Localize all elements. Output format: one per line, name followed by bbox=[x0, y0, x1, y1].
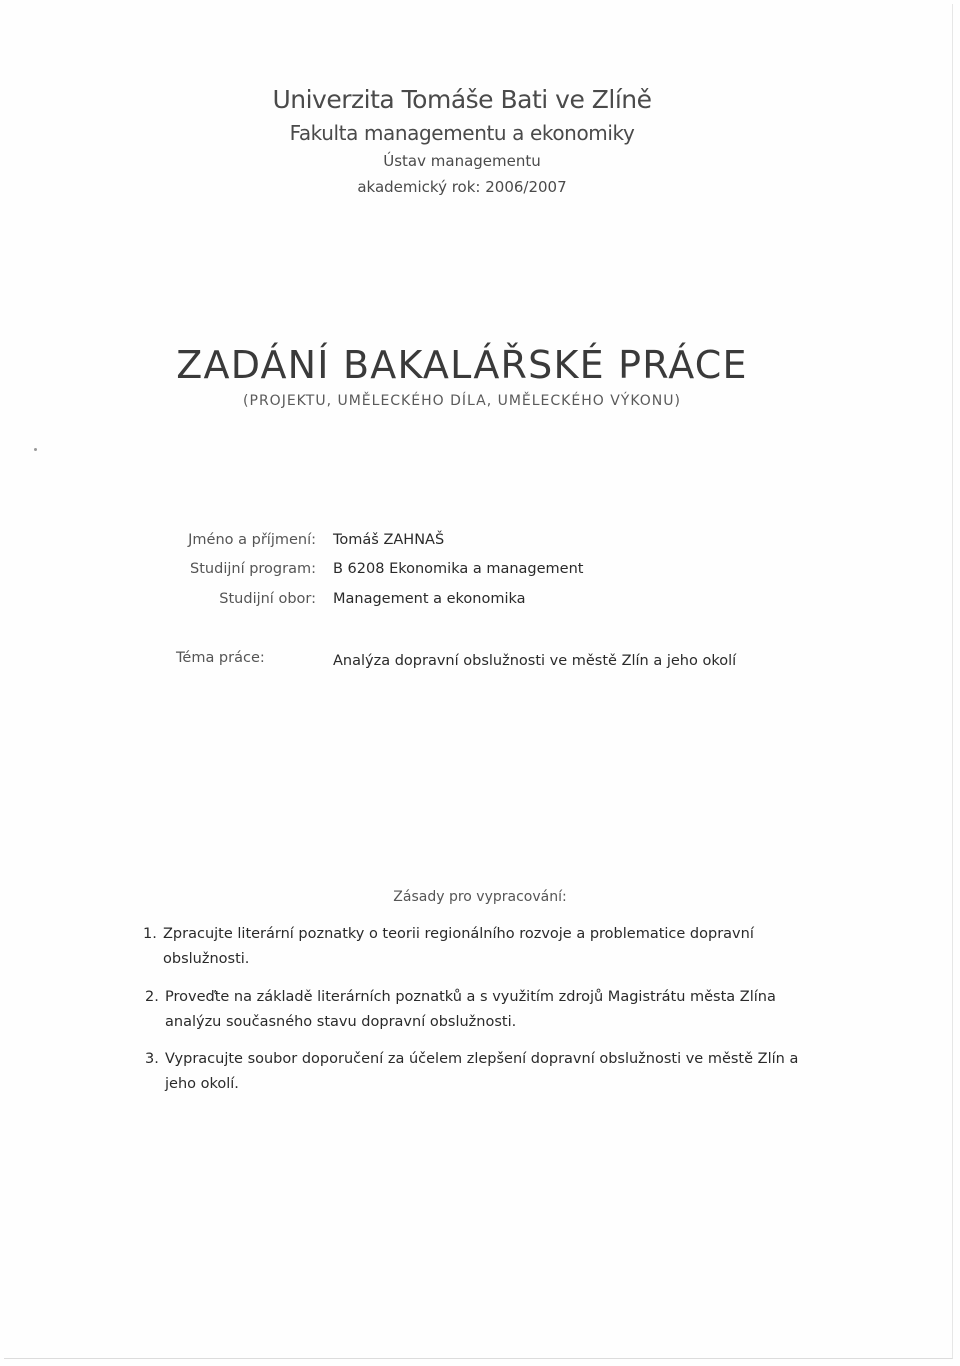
principles-title: Zásady pro vypracování: bbox=[393, 889, 567, 905]
principle-item bbox=[145, 985, 805, 1035]
document-title: ZADÁNÍ BAKALÁŘSKÉ PRÁCE bbox=[176, 343, 748, 387]
academic-year: akademický rok: 2006/2007 bbox=[357, 178, 567, 196]
principle-text: Zpracujte literární poznatky o teorii regionálního rozvoje a problematice dopravní obslužnosti. bbox=[163, 926, 754, 967]
program-label: Studijní program: bbox=[190, 561, 316, 577]
topic-label: Téma práce: bbox=[176, 650, 265, 666]
principle-number: 3. bbox=[145, 1051, 159, 1067]
branch-value: Management a ekonomika bbox=[333, 591, 526, 607]
faculty-name: Fakulta managementu a ekonomiky bbox=[289, 121, 635, 145]
institute-name: Ústav managementu bbox=[383, 152, 541, 170]
topic-value: Analýza dopravní obslužnosti ve městě Zlín a jeho okolí bbox=[333, 653, 737, 669]
scan-speck bbox=[34, 448, 37, 451]
name-label: Jméno a příjmení: bbox=[188, 532, 316, 548]
name-value: Tomáš ZAHNAŠ bbox=[333, 532, 445, 548]
principle-text: Proveďte na základě literárních poznatků a s využitím zdrojů Magistrátu města Zlína analýzu současného stavu dopravní obslužnosti. bbox=[165, 989, 776, 1030]
principle-item bbox=[143, 922, 828, 972]
principle-number: 1. bbox=[143, 926, 157, 942]
page-edge bbox=[4, 4, 953, 1359]
program-value: B 6208 Ekonomika a management bbox=[333, 561, 584, 577]
principle-number: 2. bbox=[145, 989, 159, 1005]
university-name: Univerzita Tomáše Bati ve Zlíně bbox=[272, 85, 652, 114]
principle-item bbox=[145, 1047, 820, 1097]
document-subtitle: (PROJEKTU, UMĚLECKÉHO DÍLA, UMĚLECKÉHO VÝKONU) bbox=[243, 393, 681, 409]
branch-label: Studijní obor: bbox=[219, 591, 316, 607]
principle-text: Vypracujte soubor doporučení za účelem zlepšení dopravní obslužnosti ve městě Zlín a jeho okolí. bbox=[165, 1051, 799, 1092]
document-header bbox=[0, 82, 924, 200]
